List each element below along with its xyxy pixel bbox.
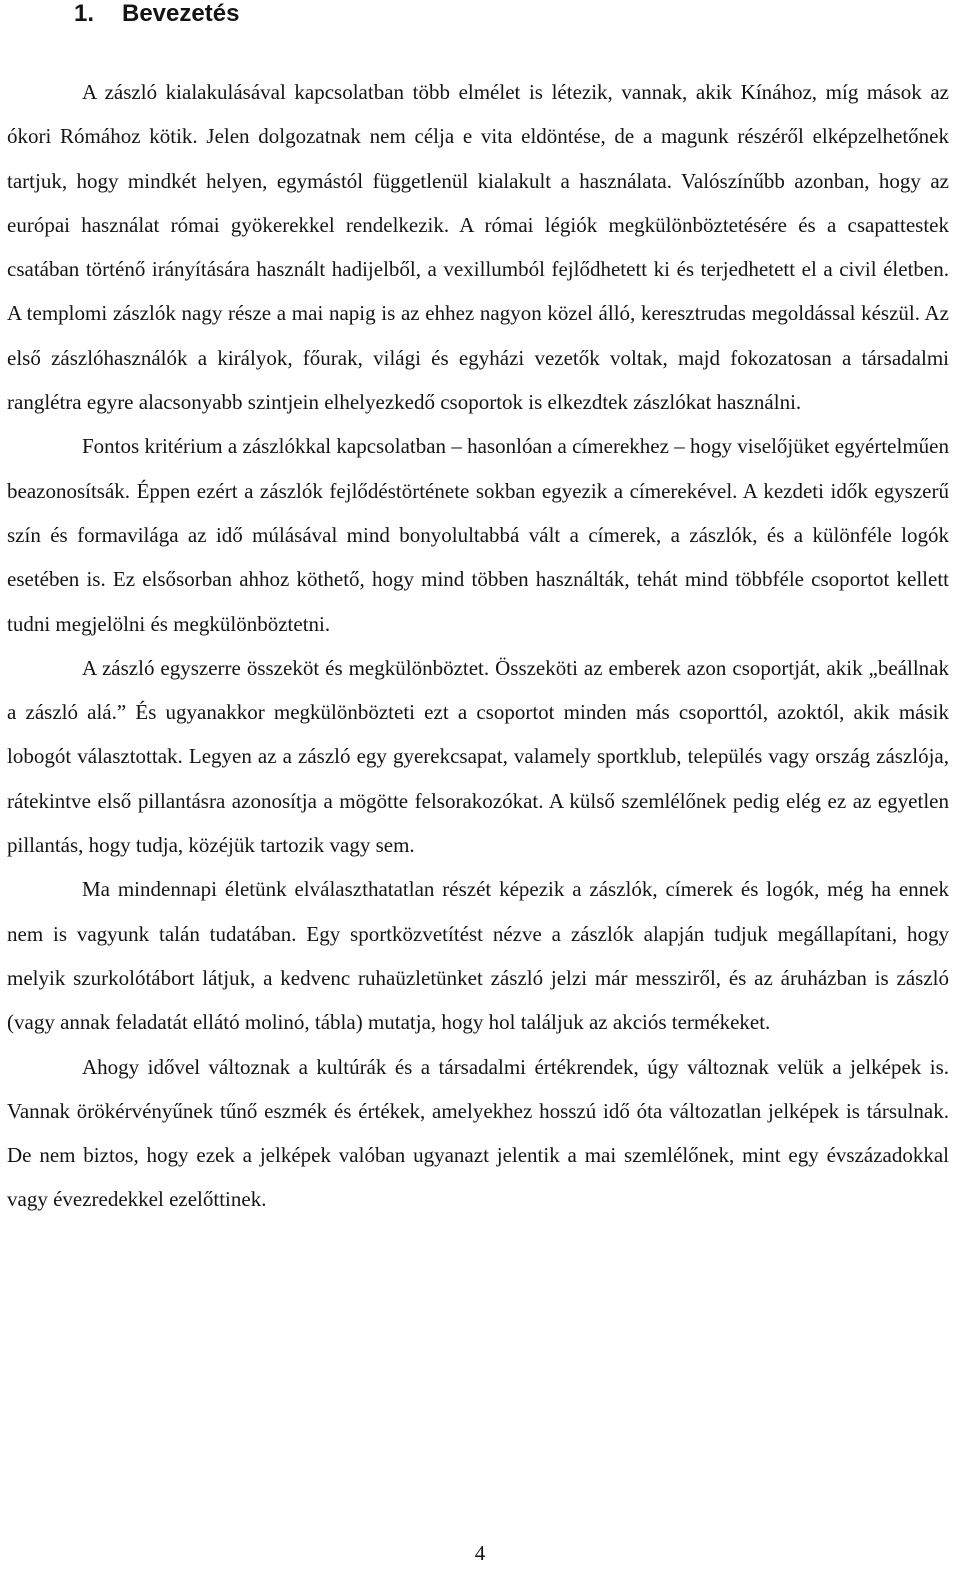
section-number: 1. <box>74 0 95 27</box>
section-heading <box>74 0 239 30</box>
paragraph-origins: A zászló kialakulásával kapcsolatban több elmélet is létezik, vannak, akik Kínához, míg mások az ókori Rómához kötik. Jelen dolgozatnak nem célja e vita eldöntése, de a magunk részéről elképzelhetőnek tartjuk, hogy mindkét helyen, egymástól függetlenül kialakult a használata. Valószínűbb azonban, hogy az európai használat római gyökerekkel rendelkezik. A római légiók megkülönböztetésére és a csapattestek csatában történő irányítására használt hadijelből, a vexillumból fejlődhetett ki és terjedhetett el a civil életben. A templomi zászlók nagy része a mai napig is az ehhez nagyon közel álló, keresztrudas megoldással készül. Az első zászlóhasználók a királyok, főurak, világi és egyházi vezetők voltak, majd fokozatosan a társadalmi ranglétra egyre alacsonyabb szintjein elhelyezkedő csoportok is elkezdtek zászlókat használni. <box>7 80 949 415</box>
paragraph-identification: Fontos kritérium a zászlókkal kapcsolatban – hasonlóan a címerekhez – hogy viselőjüket egyértelműen beazonosítsák. Éppen ezért a zászlók fejlődéstörténete sokban egyezik a címerekével. A kezdeti idők egyszerű szín és formavilága az idő múlásával mind bonyolultabbá vált a címerek, a zászlók, és a különféle logók esetében is. Ez elsősorban ahhoz köthető, hogy mind többen használták, tehát mind többféle csoportot kellett tudni megjelölni és megkülönböztetni. <box>7 434 949 636</box>
paragraph-everyday-life: Ma mindennapi életünk elválaszthatatlan részét képezik a zászlók, címerek és logók, még ha ennek nem is vagyunk talán tudatában. Egy sportközvetítést nézve a zászlók alapján tudjuk megállapítani, hogy melyik szurkolótábort látjuk, a kedvenc ruhaüzletünket zászló jelzi már messziről, és az áruházban is zászló (vagy annak feladatát ellátó molinó, tábla) mutatja, hogy hol találjuk az akciós termékeket. <box>7 877 949 1035</box>
paragraph-changing-symbols: Ahogy idővel változnak a kultúrák és a társadalmi értékrendek, úgy változnak velük a jelképek is. Vannak örökérvényűnek tűnő eszmék és értékek, amelyekhez hosszú idő óta változatlan jelképek is társulnak. De nem biztos, hogy ezek a jelképek valóban ugyanazt jelentik a mai szemlélőnek, mint egy évszázadokkal vagy évezredekkel ezelőttinek. <box>7 1054 949 1212</box>
body-text <box>7 70 949 1222</box>
page-number: 4 <box>474 1541 486 1565</box>
section-title: Bevezetés <box>122 0 240 27</box>
paragraph-connection: A zászló egyszerre összeköt és megkülönböztet. Összeköti az emberek azon csoportját, akik „beállnak a zászló alá.” És ugyanakkor megkülönbözteti ezt a csoportot minden más csoporttól, azoktól, akik másik lobogót választottak. Legyen az a zászló egy gyerekcsapat, valamely sportklub, település vagy ország zászlója, rátekintve első pillantásra azonosítja a mögötte felsorakozókat. A külső szemlélőnek pedig elég ez az egyetlen pillantás, hogy tudja, közéjük tartozik vagy sem. <box>7 655 949 858</box>
